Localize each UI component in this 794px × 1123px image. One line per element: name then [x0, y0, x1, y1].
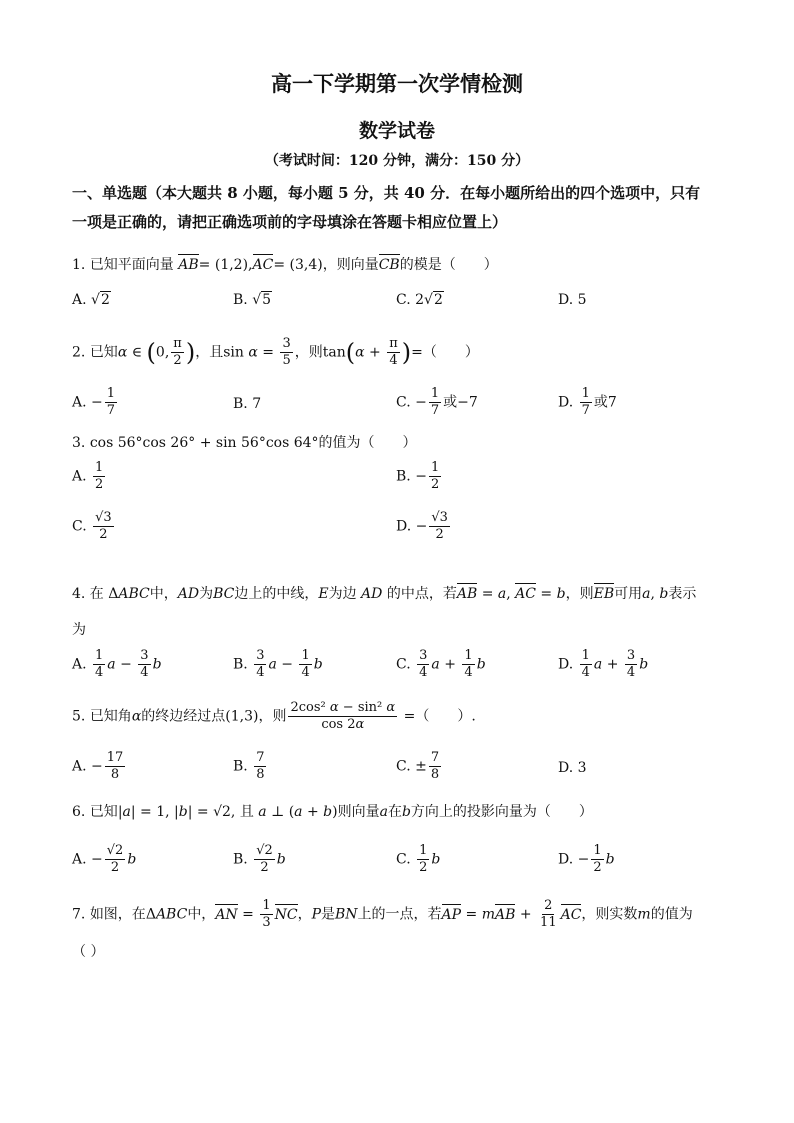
- exam-info: （考试时间：120 分钟，满分：150 分）: [264, 153, 530, 169]
- q3-option-d: D. − $\frac{√3}{2}$: [396, 510, 448, 542]
- q5-option-c: C. ± $\frac{7}{8}$: [396, 750, 440, 782]
- q5-option-d: D. 3: [558, 760, 587, 776]
- q4-option-a: A. $\frac{1}{4}$ a − $\frac{3}{4}$ b: [72, 648, 162, 680]
- q6-option-a: A. − $\frac{√2}{2}$ b: [72, 843, 137, 875]
- question-1: 1. 已知平面向量 AB= (1,2),AC= (3,4)，则向量CB的模是（ ）: [72, 257, 498, 273]
- q5-option-b: B. $\frac{7}{8}$: [233, 750, 265, 782]
- question-4: 4. 在 ΔABC中，AD为BC边上的中线，E为边 AD 的中点，若AB = a, AC = b，则EB可用a, b表示: [72, 586, 697, 602]
- q6-option-b: B. $\frac{√2}{2}$ b: [233, 843, 286, 875]
- q2-option-a: A. − $\frac{1}{7}$: [72, 386, 116, 418]
- question-7: 7. 如图，在ΔABC中，AN = $\frac{1}{3}$ NC，P是BN上的一点，若AP = mAB + $\frac{2}{11}$ AC，则实数m的值为: [72, 898, 693, 930]
- q2-option-d: D. $\frac{1}{7}$ 或7: [558, 386, 617, 418]
- question-7-line2: （ ）: [72, 944, 105, 960]
- q4-option-d: D. $\frac{1}{4}$ a + $\frac{3}{4}$ b: [558, 648, 649, 680]
- q3-option-b: B. − $\frac{1}{2}$: [396, 460, 440, 492]
- question-3: 3. cos 56°cos 26° + sin 56°cos 64°的值为（ ）: [72, 435, 417, 451]
- q1-option-b: B. √5: [233, 292, 272, 308]
- question-5: 5. 已知角α的终边经过点(1,3)，则 $\frac{\text{2cos² α − sin² α}}{\cos 2\alpha}$ =（ ）.: [72, 700, 476, 732]
- q2-option-b: B. 7: [233, 396, 262, 412]
- q4-option-c: C. $\frac{3}{4}$ a + $\frac{1}{4}$ b: [396, 648, 486, 680]
- question-6: 6. 已知|a| = 1, |b| = √2, 且 a ⊥ (a + b)则向量a在b方向上的投影向量为（ ）: [72, 804, 593, 820]
- q1-option-a: A. √2: [72, 292, 110, 308]
- exam-subtitle: 数学试卷: [358, 120, 435, 142]
- exam-title: 高一下学期第一次学情检测: [271, 71, 523, 96]
- section-heading-line2: 一项是正确的，请把正确选项前的字母填涂在答题卡相应位置上）: [72, 213, 508, 231]
- q3-option-a: A. $\frac{1}{2}$: [72, 460, 104, 492]
- q5-option-a: A. − $\frac{17}{8}$: [72, 750, 124, 782]
- q6-option-d: D. − $\frac{1}{2}$ b: [558, 843, 615, 875]
- section-heading-line1: 一、单选题（本大题共 8 小题，每小题 5 分，共 40 分．在每小题所给出的四个选项中，只有: [72, 184, 701, 202]
- q4-option-b: B. $\frac{3}{4}$ a − $\frac{1}{4}$ b: [233, 648, 323, 680]
- question-4-line2: 为: [72, 622, 86, 638]
- q3-option-c: C. $\frac{√3}{2}$: [72, 510, 112, 542]
- q6-option-c: C. $\frac{1}{2}$ b: [396, 843, 441, 875]
- q1-option-d: D. 5: [558, 292, 587, 308]
- q2-option-c: C. − $\frac{1}{7}$ 或−7: [396, 386, 478, 418]
- question-2: 2. 已知α ∈ (0, $\frac{\pi}{2}$ )，且sin α = $\frac{3}{5}$ ，则tan(α + $\frac{\pi}{4}$ )=（ ）: [72, 336, 479, 368]
- q1-option-c: C. 2√2: [396, 292, 443, 308]
